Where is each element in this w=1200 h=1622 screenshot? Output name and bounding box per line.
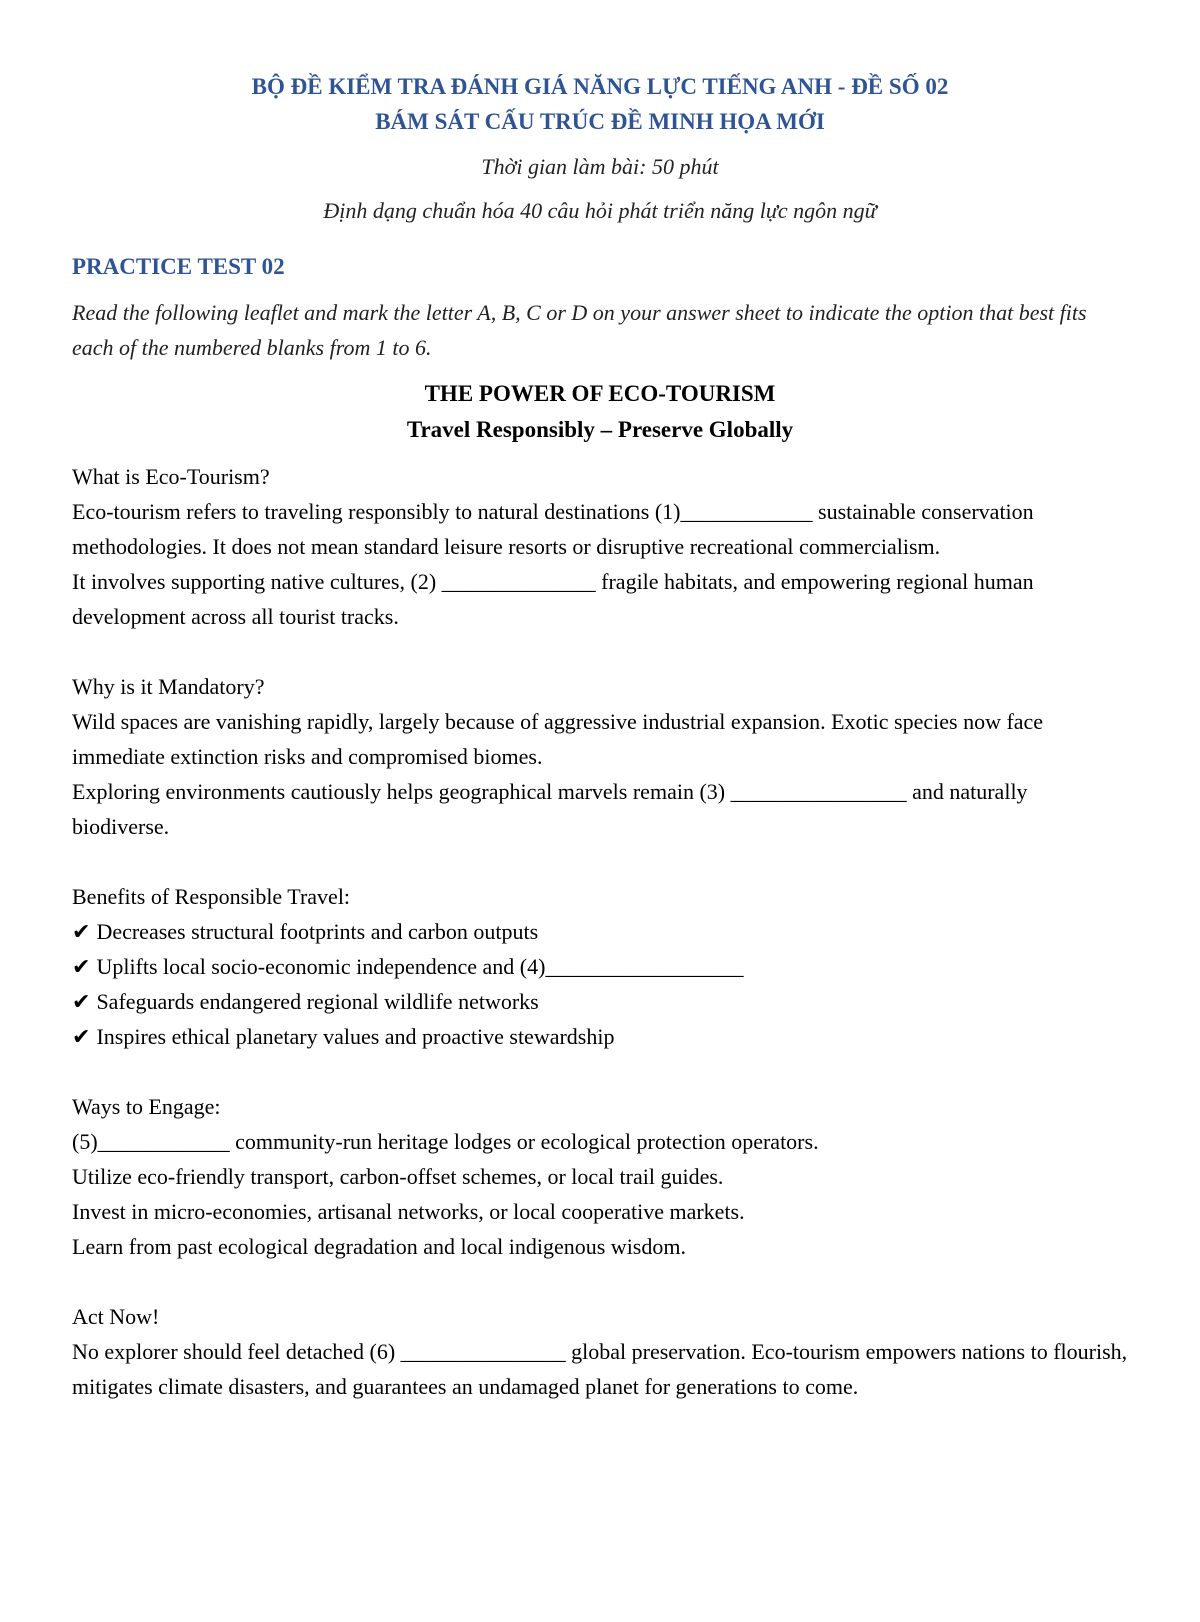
why-paragraph-2: Exploring environments cautiously helps geographical marvels remain (3) ________________ and naturally biodiverse. [72,779,1028,839]
leaflet-body [72,459,1128,1404]
leaflet-subtitle: Travel Responsibly – Preserve Globally [406,417,794,442]
check-icon: ✔ [72,989,91,1014]
check-icon: ✔ [72,919,91,944]
check-icon: ✔ [72,1024,91,1049]
benefit-text: Safeguards endangered regional wildlife networks [96,989,539,1014]
why-paragraph-1: Wild spaces are vanishing rapidly, largely because of aggressive industrial expansion. Exotic species now face immediate extinction risks and compromised biomes. [72,709,1044,769]
benefit-item [72,984,1128,1019]
act-heading: Act Now! [72,1304,160,1329]
what-heading: What is Eco-Tourism? [72,464,270,489]
benefit-text: Inspires ethical planetary values and proactive stewardship [96,1024,615,1049]
ways-item: Utilize eco-friendly transport, carbon-offset schemes, or local trail guides. [72,1164,724,1189]
benefits-heading: Benefits of Responsible Travel: [72,884,351,909]
why-heading: Why is it Mandatory? [72,674,265,699]
section-title: PRACTICE TEST 02 [72,254,285,279]
benefit-text: Decreases structural footprints and carbon outputs [96,919,539,944]
exam-format: Định dạng chuẩn hóa 40 câu hỏi phát triển năng lực ngôn ngữ [323,198,877,223]
benefit-text: Uplifts local socio-economic independence and (4)__________________ [96,954,744,979]
leaflet-title: THE POWER OF ECO-TOURISM [424,381,776,406]
benefit-item [72,914,1128,949]
exam-title: BỘ ĐỀ KIỂM TRA ĐÁNH GIÁ NĂNG LỰC TIẾNG ANH - ĐỀ SỐ 02 [251,74,949,99]
what-paragraph-1: Eco-tourism refers to traveling responsibly to natural destinations (1)____________ sustainable conservation methodologies. It does not mean standard leisure resorts or disruptive recreational commercialism. [72,499,1034,559]
benefit-item [72,1019,1128,1054]
what-paragraph-2: It involves supporting native cultures, (2) ______________ fragile habitats, and empowering regional human development across all tourist tracks. [72,569,1034,629]
check-icon: ✔ [72,954,91,979]
ways-item: Learn from past ecological degradation and local indigenous wisdom. [72,1234,686,1259]
document-page [0,69,1200,1622]
exam-subtitle: BÁM SÁT CẤU TRÚC ĐỀ MINH HỌA MỚI [375,109,825,134]
act-paragraph: No explorer should feel detached (6) _______________ global preservation. Eco-tourism empowers nations to flourish, mitigates climate disasters, and guarantees an undamaged planet for generations to come. [72,1339,1128,1399]
benefit-item [72,949,1128,984]
ways-item: Invest in micro-economies, artisanal networks, or local cooperative markets. [72,1199,745,1224]
ways-item: (5)____________ community-run heritage lodges or ecological protection operators. [72,1129,819,1154]
exam-time: Thời gian làm bài: 50 phút [481,154,719,179]
instruction-text: Read the following leaflet and mark the letter A, B, C or D on your answer sheet to indicate the option that best fits each of the numbered blanks from 1 to 6. [72,300,1087,360]
ways-heading: Ways to Engage: [72,1094,221,1119]
